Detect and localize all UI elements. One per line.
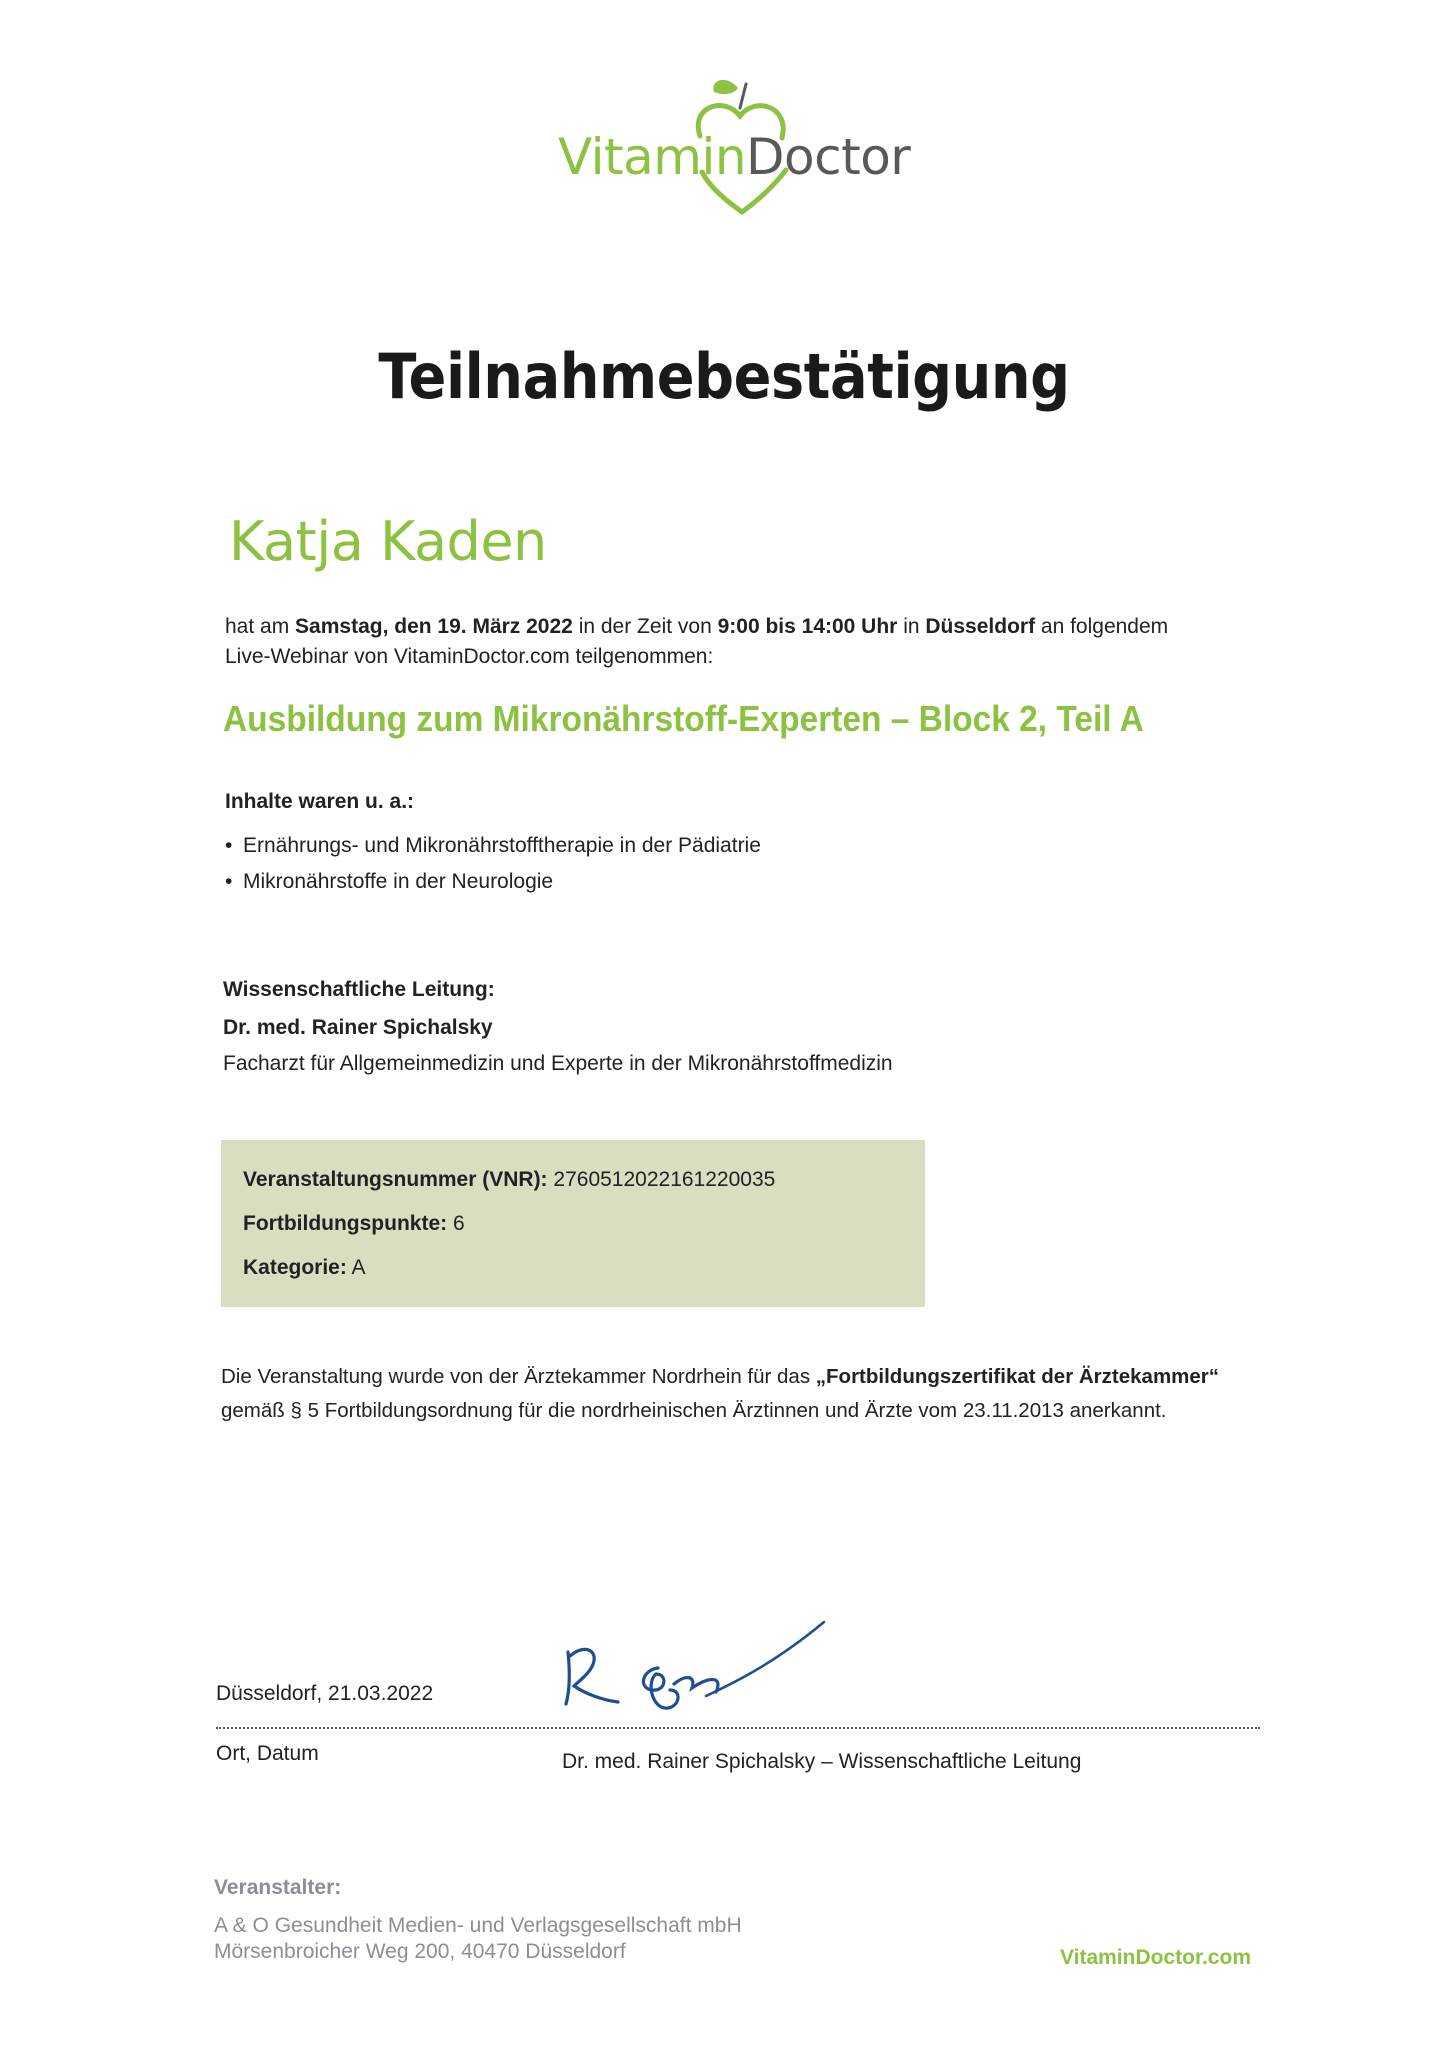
- place-date-label: Ort, Datum: [216, 1742, 319, 1765]
- participant-name: Katja Kaden: [229, 510, 547, 573]
- signer-label: Dr. med. Rainer Spichalsky – Wissenschaftliche Leitung: [562, 1750, 1082, 1773]
- list-item: • Ernährungs- und Mikronährstofftherapie in der Pädiatrie: [225, 828, 761, 864]
- points-row: [243, 1212, 465, 1236]
- scientific-lead-name: Dr. med. Rainer Spichalsky: [223, 1016, 493, 1039]
- contents-heading: Inhalte waren u. a.:: [225, 790, 415, 813]
- list-item: • Mikronährstoffe in der Neurologie: [225, 864, 761, 900]
- signature-line: [216, 1727, 1260, 1729]
- category-value: A: [351, 1256, 366, 1279]
- category-label: Kategorie:: [243, 1256, 347, 1279]
- logo-text-vitamin: Vitamin: [558, 128, 747, 186]
- vnr-row: [243, 1168, 775, 1192]
- attendance-statement: hat am Samstag, den 19. März 2022 in der Zeit von 9:00 bis 14:00 Uhr in Düsseldorf an folgendem Live-Webinar von VitaminDoctor.com teilgenommen:: [225, 615, 1169, 668]
- handwritten-signature: [556, 1612, 856, 1722]
- category-row: [243, 1256, 366, 1280]
- event-info-box: [221, 1140, 925, 1307]
- website-link[interactable]: VitaminDoctor.com: [1060, 1946, 1251, 1969]
- organizer-name: A & O Gesundheit Medien- und Verlagsgesellschaft mbH: [214, 1914, 742, 1937]
- recognition-statement: Die Veranstaltung wurde von der Ärztekammer Nordrhein für das „Fortbildungszertifikat der Ärztekammer“ gemäß § 5 Fortbildungsordnung für die nordrheinischen Ärztinnen und Ärzte vom 23.11.2013 anerkannt.: [221, 1365, 1220, 1422]
- vitamindoctor-logo: [550, 76, 950, 226]
- vnr-value: 2760512022161220035: [553, 1168, 776, 1191]
- organizer-heading: Veranstalter:: [214, 1876, 342, 1899]
- page-title: Teilnahmebestätigung: [378, 340, 1070, 413]
- contents-list: [225, 828, 761, 900]
- scientific-lead-heading: Wissenschaftliche Leitung:: [223, 978, 495, 1001]
- organizer-address: Mörsenbroicher Weg 200, 40470 Düsseldorf: [214, 1940, 626, 1963]
- logo-text-doctor: Doctor: [746, 128, 911, 186]
- course-title: Ausbildung zum Mikronährstoff-Experten – Block 2, Teil A: [223, 698, 1144, 739]
- scientific-lead-description: Facharzt für Allgemeinmedizin und Experte in der Mikronährstoffmedizin: [223, 1052, 893, 1075]
- place-date-value: Düsseldorf, 21.03.2022: [216, 1682, 434, 1705]
- points-label: Fortbildungspunkte:: [243, 1212, 448, 1235]
- points-value: 6: [452, 1212, 465, 1235]
- vnr-label: Veranstaltungsnummer (VNR):: [243, 1168, 548, 1191]
